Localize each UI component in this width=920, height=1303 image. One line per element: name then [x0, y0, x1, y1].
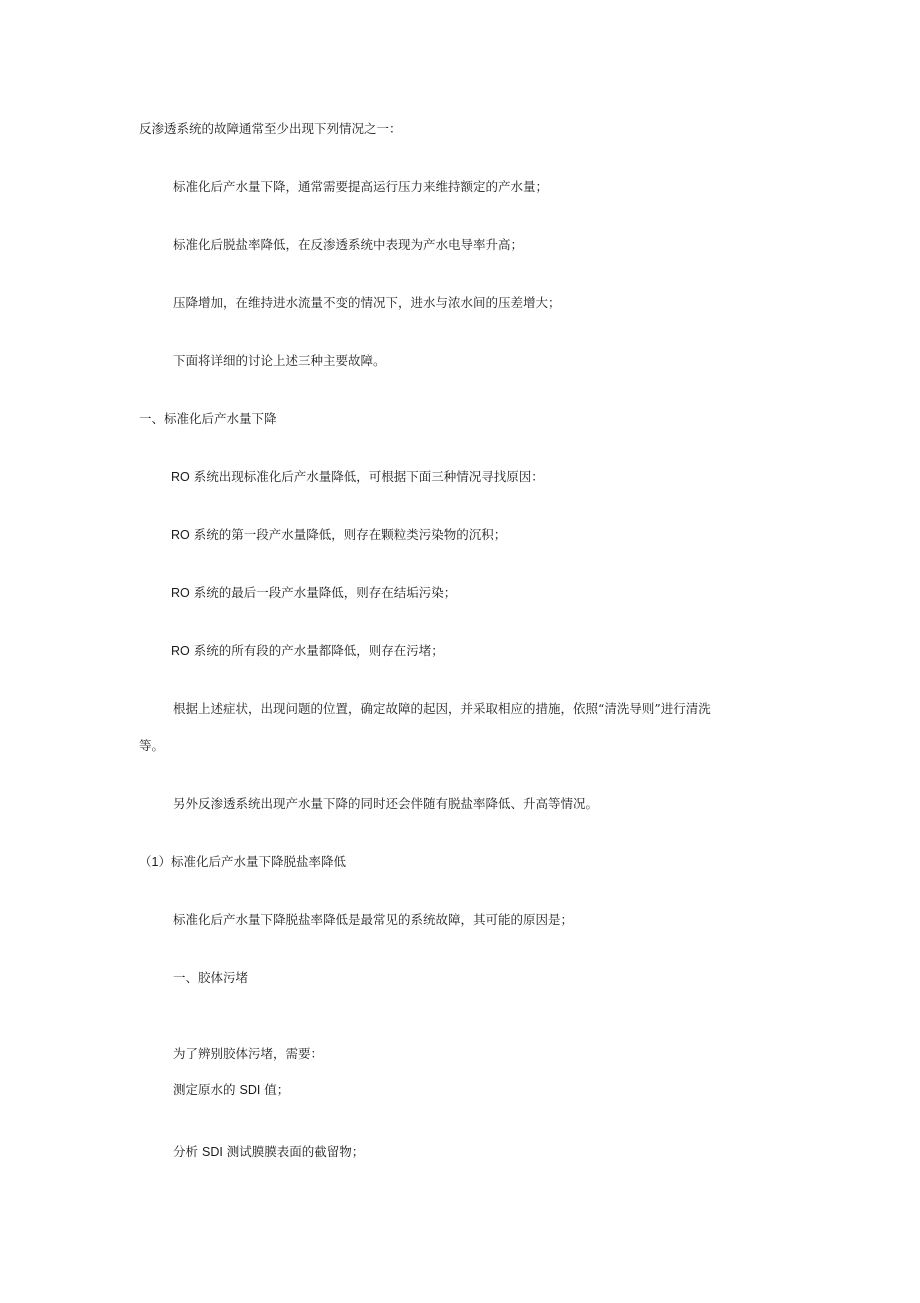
case-text: 系统的第一段产水量降低，则存在颗粒类污染物的沉积；: [189, 527, 507, 542]
sdi-term: SDI: [239, 1083, 261, 1097]
step-line-2: [173, 1144, 364, 1160]
section-intro-text: 系统出现标准化后产水量降低，可根据下面三种情况寻找原因：: [189, 469, 544, 484]
case-text: 系统的所有段的产水量都降低，则存在污堵；: [189, 643, 444, 658]
section-intro: [171, 469, 544, 485]
ro-term: RO: [171, 470, 190, 484]
discussion-line: 下面将详细的讨论上述三种主要故障。: [173, 353, 386, 368]
ro-term: RO: [171, 644, 190, 658]
identify-line: 为了辨别胶体污堵，需要：: [173, 1046, 324, 1061]
case-line-1: [171, 527, 506, 543]
case-text: 系统的最后一段产水量降低，则存在结垢污染；: [189, 585, 457, 600]
case-line-2: [171, 585, 456, 601]
subsection-desc: 标准化后产水量下降脱盐率降低是最常见的系统故障，其可能的原因是；: [173, 912, 574, 927]
cause-heading: 一、胶体污堵: [173, 970, 249, 985]
ro-term: RO: [171, 586, 190, 600]
section-heading: 一、标准化后产水量下降: [139, 411, 277, 426]
step-post: 值；: [260, 1082, 290, 1097]
subsection-heading: [139, 854, 346, 870]
summary-line-2: 等。: [139, 738, 165, 753]
summary-line-1: 根据上述症状，出现问题的位置，确定故障的起因，并采取相应的措施，依照“清洗导则”进行清洗: [173, 701, 711, 716]
intro-paragraph: 反渗透系统的故障通常至少出现下列情况之一：: [139, 121, 402, 136]
subsection-number: （1）: [139, 855, 171, 869]
sdi-term: SDI: [201, 1145, 223, 1159]
step-pre: 分析: [173, 1144, 202, 1159]
step-post: 测试膜膜表面的截留物；: [222, 1144, 365, 1159]
subsection-title: 标准化后产水量下降脱盐率降低: [170, 854, 346, 869]
symptom-line-2: 标准化后脱盐率降低，在反渗透系统中表现为产水电导率升高；: [173, 237, 524, 252]
step-line-1: [173, 1082, 289, 1098]
case-line-3: [171, 643, 444, 659]
ro-term: RO: [171, 528, 190, 542]
note-line: 另外反渗透系统出现产水量下降的同时还会伴随有脱盐率降低、升高等情况。: [173, 796, 599, 811]
symptom-line-3: 压降增加，在维持进水流量不变的情况下，进水与浓水间的压差增大；: [173, 295, 561, 310]
step-pre: 测定原水的: [173, 1082, 240, 1097]
symptom-line-1: 标准化后产水量下降，通常需要提高运行压力来维持额定的产水量；: [173, 179, 549, 194]
